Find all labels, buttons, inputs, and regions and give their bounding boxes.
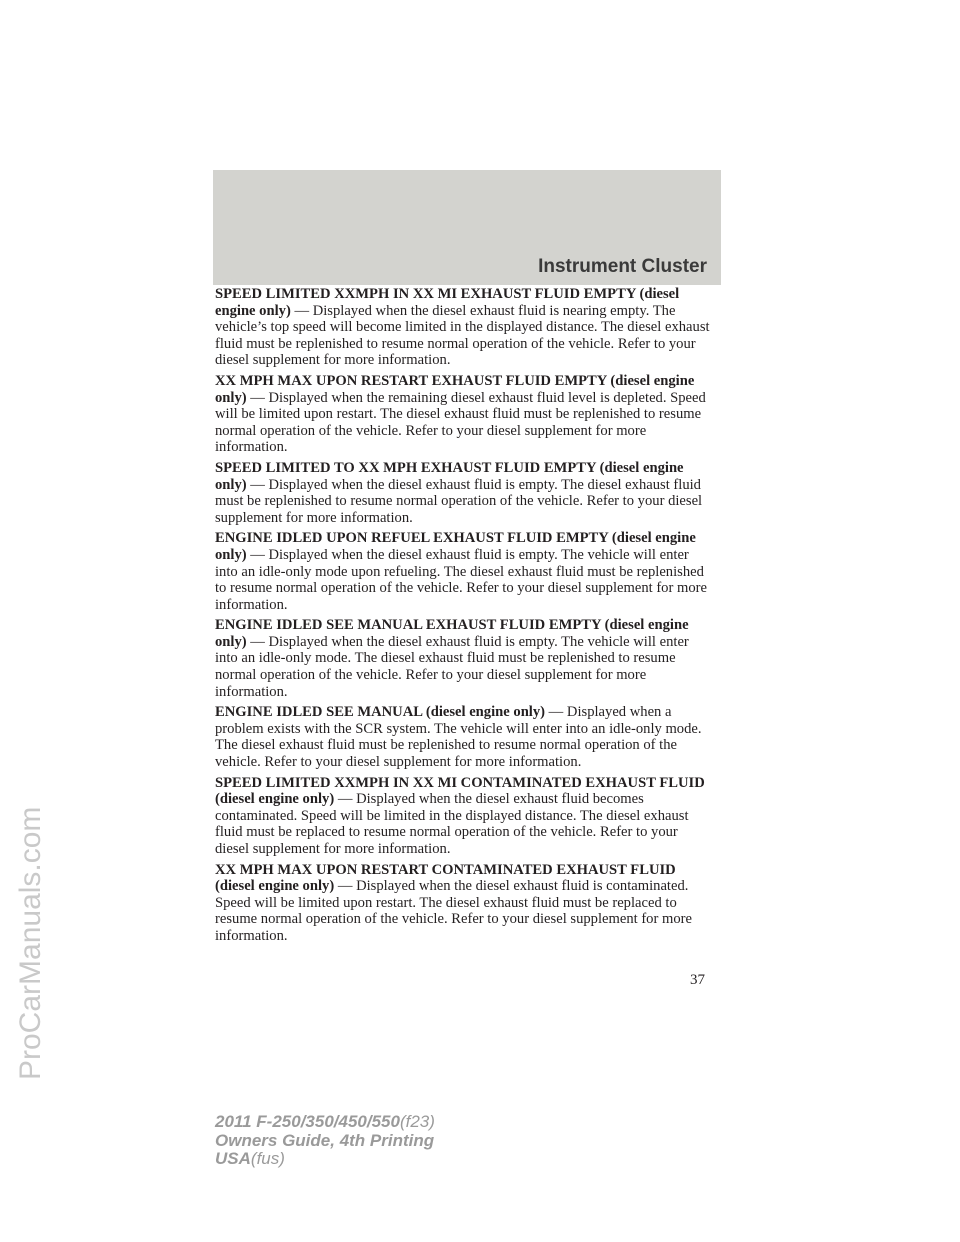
- message-description: — Displayed when the diesel exhaust fluid is contaminated. Speed will be limited upon restart. The diesel exhaust fluid must be replaced to resume normal operation of the vehicle. Refer to your diesel supplement for more information.: [215, 878, 692, 944]
- message-description: — Displayed when the diesel exhaust fluid is empty. The diesel exhaust fluid must be replenished to resume normal operation of the vehicle. Refer to your diesel supplement for more information.: [215, 476, 703, 526]
- footer-market-code: (fus): [250, 1149, 285, 1168]
- message-term: SPEED LIMITED XXMPH IN XX MI EXHAUST FLUID EMPTY (diesel engine only): [215, 286, 680, 319]
- message-description: — Displayed when the diesel exhaust fluid becomes contaminated. Speed will be limited in the displayed distance. The diesel exhaust fluid must be replaced to resume normal operation of the vehicle. Refer to your diesel supplement for more information.: [215, 791, 689, 857]
- message-description: — Displayed when the diesel exhaust fluid is empty. The vehicle will enter into an idle-only mode. The diesel exhaust fluid must be replenished to resume normal operation of the vehicle. Refer to your diesel supplement for more information.: [215, 633, 689, 700]
- message-entry: [215, 704, 715, 770]
- message-term: ENGINE IDLED SEE MANUAL (diesel engine only): [215, 704, 546, 721]
- message-entry: [215, 460, 715, 526]
- footer-printing: Owners Guide, 4th Printing: [215, 1130, 435, 1150]
- message-description: — Displayed when the diesel exhaust fluid is nearing empty. The vehicle’s top speed will become limited in the displayed distance. The diesel exhaust fluid must be replenished to resume normal operation of the vehicle. Refer to your diesel supplement for more information.: [215, 302, 710, 369]
- message-description: — Displayed when the remaining diesel exhaust fluid level is depleted. Speed will be limited upon restart. The diesel exhaust fluid must be replenished to resume normal operation of the vehicle. Refer to your diesel supplement for more information.: [215, 389, 706, 456]
- watermark-text: ProCarManuals.com: [14, 806, 47, 1080]
- footer-model: 2011 F-250/350/450/550: [215, 1112, 400, 1131]
- message-term: ENGINE IDLED UPON REFUEL EXHAUST FLUID EMPTY (diesel engine only): [215, 530, 696, 563]
- footer-model-code: (f23): [399, 1112, 435, 1131]
- message-term: SPEED LIMITED TO XX MPH EXHAUST FLUID EMPTY (diesel engine only): [215, 459, 684, 493]
- message-term: XX MPH MAX UPON RESTART CONTAMINATED EXHAUST FLUID (diesel engine only): [215, 861, 676, 895]
- message-description: — Displayed when a problem exists with the SCR system. The vehicle will enter into an idle-only mode. The diesel exhaust fluid must be replenished to resume normal operation of the vehicle. Refer to your diesel supplement for more information.: [215, 704, 702, 771]
- footer-market-line: [215, 1150, 435, 1169]
- message-entry: [215, 862, 715, 945]
- section-header-band: [213, 170, 721, 285]
- message-term: XX MPH MAX UPON RESTART EXHAUST FLUID EMPTY (diesel engine only): [215, 372, 695, 406]
- message-entry: [215, 775, 715, 858]
- section-title: Instrument Cluster: [538, 256, 707, 277]
- footer-market: USA: [215, 1149, 251, 1168]
- message-term: SPEED LIMITED XXMPH IN XX MI CONTAMINATED EXHAUST FLUID (diesel engine only): [215, 774, 705, 808]
- message-entry: [215, 530, 715, 613]
- message-term: ENGINE IDLED SEE MANUAL EXHAUST FLUID EMPTY (diesel engine only): [215, 617, 689, 650]
- message-list: [215, 286, 715, 949]
- page-number: 37: [690, 972, 705, 988]
- document-footer: [215, 1113, 435, 1169]
- message-entry: [215, 286, 715, 369]
- message-entry: [215, 373, 715, 456]
- message-entry: [215, 617, 715, 700]
- footer-model-line: [215, 1113, 435, 1132]
- message-description: — Displayed when the diesel exhaust fluid is empty. The vehicle will enter into an idle-only mode upon refueling. The diesel exhaust fluid must be replenished to resume normal operation of the vehicle. Refer to your diesel supplement for more information.: [215, 546, 707, 613]
